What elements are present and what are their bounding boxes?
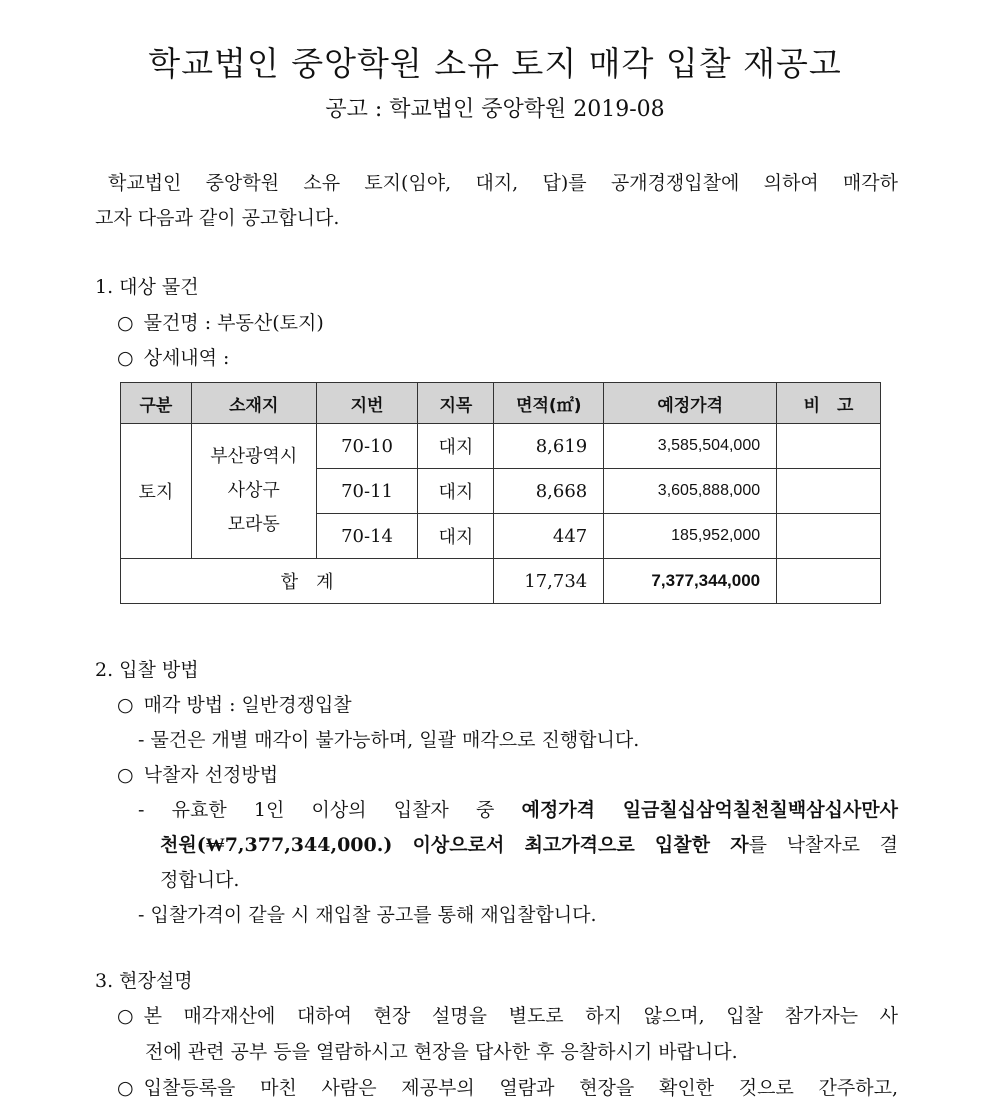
winner-selection-text: 낙찰자 선정방법 [143, 764, 279, 786]
table-header-cell: 예정가격 [604, 383, 777, 424]
note-cell [777, 424, 881, 469]
table-header-cell: 구분 [121, 383, 192, 424]
notice-number: 공고 : 학교법인 중앙학원 2019-08 [325, 97, 665, 122]
tie-note: - 입찰가격이 같을 시 재입찰 공고를 통해 재입찰합니다. [138, 904, 597, 926]
bullet-circle-icon: ○ [117, 312, 134, 334]
bullet-circle-icon: ○ [117, 1077, 134, 1099]
item-name-text: 물건명 : 부동산(토지) [143, 312, 324, 334]
winner-note-text: - 유효한 1인 이상의 입찰자 중 [138, 799, 522, 821]
site-item-2-text: 입찰등록을 마친 사람은 제공부의 열람과 현장을 확인한 것으로 간주하고, [143, 1077, 898, 1099]
category-cell: 토지 [121, 424, 192, 559]
winner-note-line-2 [160, 830, 898, 857]
lot-cell: 70-14 [316, 514, 418, 559]
address-line: 모라동 [227, 514, 280, 535]
table-header-cell: 지번 [316, 383, 418, 424]
lot-cell: 70-10 [316, 424, 418, 469]
intro-line-1: 학교법인 중앙학원 소유 토지(임야, 대지, 답)를 공개경쟁입찰에 의하여 매각하 [108, 172, 898, 194]
winner-selection-line [117, 760, 278, 787]
item-name-line [117, 308, 324, 335]
address-line: 부산광역시 [210, 446, 298, 467]
note-cell [777, 469, 881, 514]
bullet-circle-icon: ○ [117, 764, 134, 786]
site-item-2-line-1 [117, 1073, 898, 1100]
planned-price-condition-text: 천원(₩7,377,344,000.) 이상으로서 최고가격으로 입찰한 자 [160, 834, 749, 856]
land-type-cell: 대지 [418, 424, 494, 469]
address-cell [191, 424, 316, 559]
section-1-heading: 1. 대상 물건 [95, 276, 199, 298]
land-detail-table [120, 382, 881, 604]
lot-cell: 70-11 [316, 469, 418, 514]
site-item-1-text: 본 매각재산에 대하여 현장 설명을 별도로 하지 않으며, 입찰 참가자는 사 [143, 1005, 898, 1027]
land-type-cell: 대지 [418, 469, 494, 514]
area-cell: 8,668 [494, 469, 604, 514]
winner-note-line-3: 정합니다. [160, 869, 240, 891]
section-3-heading: 3. 현장설명 [95, 970, 193, 992]
planned-price-text: 예정가격 일금칠십삼억칠천칠백삼십사만사 [521, 799, 899, 821]
document-title: 학교법인 중앙학원 소유 토지 매각 입찰 재공고 [148, 44, 842, 83]
table-header-cell: 면적(㎡) [494, 383, 604, 424]
site-item-1-line-2: 전에 관련 공부 등을 열람하시고 현장을 답사한 후 응찰하시기 바랍니다. [145, 1041, 738, 1063]
table-total-row [121, 559, 881, 604]
area-cell: 447 [494, 514, 604, 559]
price-cell: 3,605,888,000 [604, 469, 777, 514]
intro-line-2: 고자 다음과 같이 공고합니다. [95, 207, 340, 229]
bullet-circle-icon: ○ [117, 694, 134, 716]
table-row [121, 424, 881, 469]
total-area-cell: 17,734 [494, 559, 604, 604]
winner-note-line-1 [138, 795, 898, 822]
total-label-cell: 합 계 [121, 559, 494, 604]
area-cell: 8,619 [494, 424, 604, 469]
sale-method-note: - 물건은 개별 매각이 불가능하며, 일괄 매각으로 진행합니다. [138, 729, 640, 751]
price-cell: 185,952,000 [604, 514, 777, 559]
item-detail-text: 상세내역 : [143, 347, 230, 369]
table-header-cell: 소재지 [191, 383, 316, 424]
section-2-heading: 2. 입찰 방법 [95, 659, 199, 681]
table-header-row [121, 383, 881, 424]
address-line: 사상구 [227, 480, 280, 501]
site-item-1-line-1 [117, 1001, 898, 1028]
note-cell [777, 514, 881, 559]
table-header-cell: 지목 [418, 383, 494, 424]
sale-method-text: 매각 방법 : 일반경쟁입찰 [143, 694, 352, 716]
table-header-cell: 비 고 [777, 383, 881, 424]
land-type-cell: 대지 [418, 514, 494, 559]
bullet-circle-icon: ○ [117, 347, 134, 369]
total-note-cell [777, 559, 881, 604]
bullet-circle-icon: ○ [117, 1005, 134, 1027]
price-cell: 3,585,504,000 [604, 424, 777, 469]
item-detail-line [117, 343, 229, 370]
sale-method-line [117, 690, 352, 717]
winner-note-text: 를 낙찰자로 결 [748, 834, 898, 856]
total-price-cell: 7,377,344,000 [604, 559, 777, 604]
